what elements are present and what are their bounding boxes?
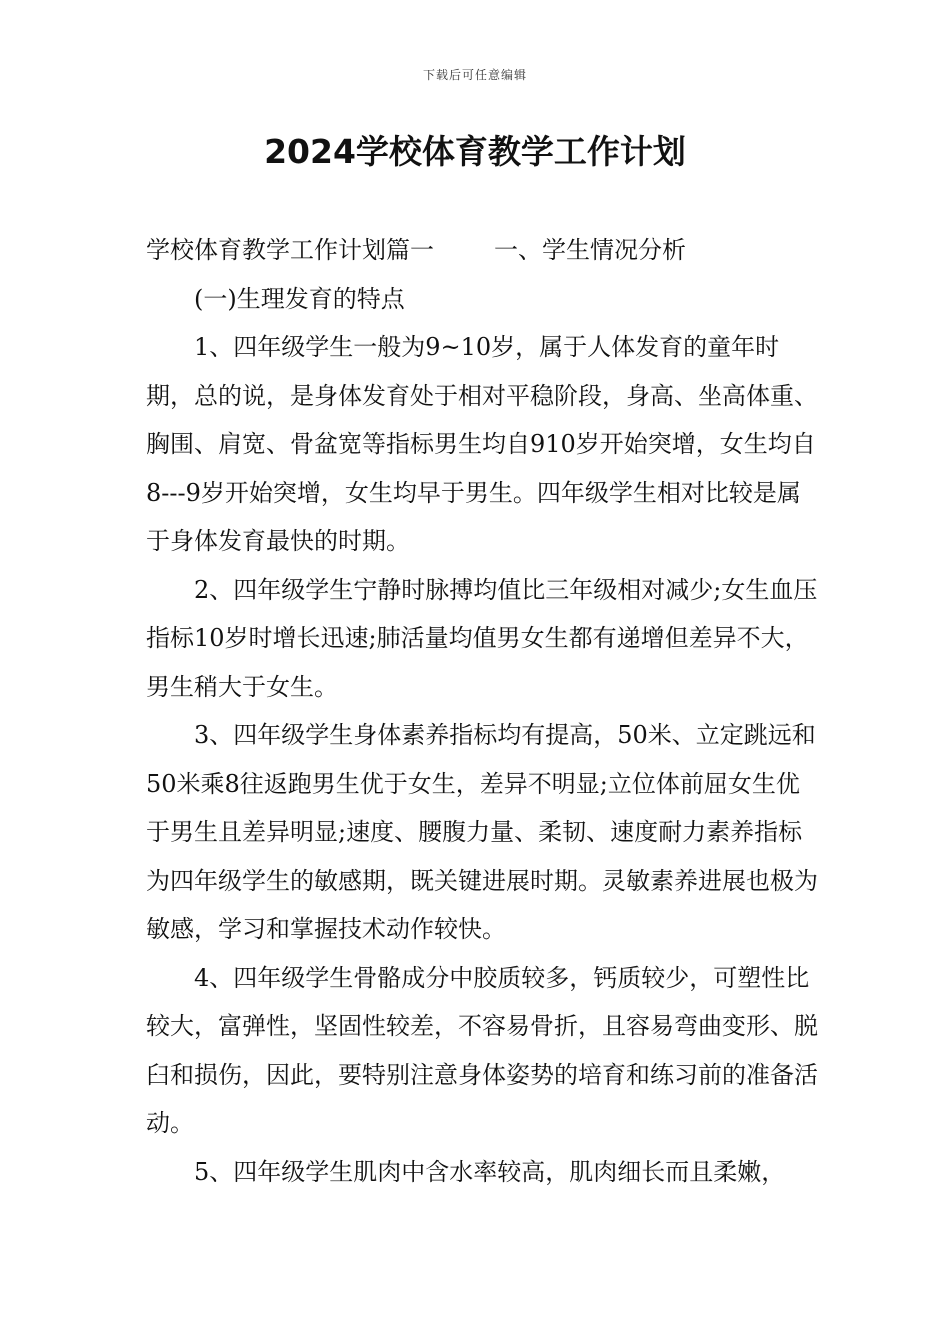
header-note: 下载后可任意编辑 [422,68,527,82]
intro-section-heading: 一、学生情况分析 [494,236,686,264]
document-body [146,226,822,1196]
paragraph-5: 5、四年级学生肌肉中含水率较高，肌肉细长而且柔嫩， [194,1157,786,1186]
paragraph-1: 1、四年级学生一般为9~10岁，属于人体发育的童年时期，总的说，是身体发育处于相对平稳阶段，身高、坐高体重、胸围、肩宽、骨盆宽等指标男生均自910岁开始突增，女生均自8---9岁开始突增，女生均早于男生。四年级学生相对比较是属于身体发育最快的时期。 [146,333,818,555]
paragraph-3: 3、四年级学生身体素养指标均有提高，50米、立定跳远和50米乘8往返跑男生优于女生，差异不明显;立位体前屈女生优于男生且差异明显;速度、腰腹力量、柔韧、速度耐力素养指标为四年级学生的敏感期，既关键进展时期。灵敏素养进展也极为敏感，学习和掌握技术动作较快。 [146,721,818,943]
paragraph-2: 2、四年级学生宁静时脉搏均值比三年级相对减少;女生血压指标10岁时增长迅速;肺活量均值男女生都有递增但差异不大，男生稍大于女生。 [146,575,818,701]
document-title: 2024学校体育教学工作计划 [264,132,686,171]
intro-line [146,226,822,275]
section-heading: (一)生理发育的特点 [194,284,405,313]
intro-part-title: 学校体育教学工作计划篇一 [146,236,434,264]
paragraph-4: 4、四年级学生骨骼成分中胶质较多，钙质较少，可塑性比较大，富弹性，坚固性较差，不容易骨折，且容易弯曲变形、脱臼和损伤，因此，要特别注意身体姿势的培育和练习前的准备活动。 [146,963,818,1137]
